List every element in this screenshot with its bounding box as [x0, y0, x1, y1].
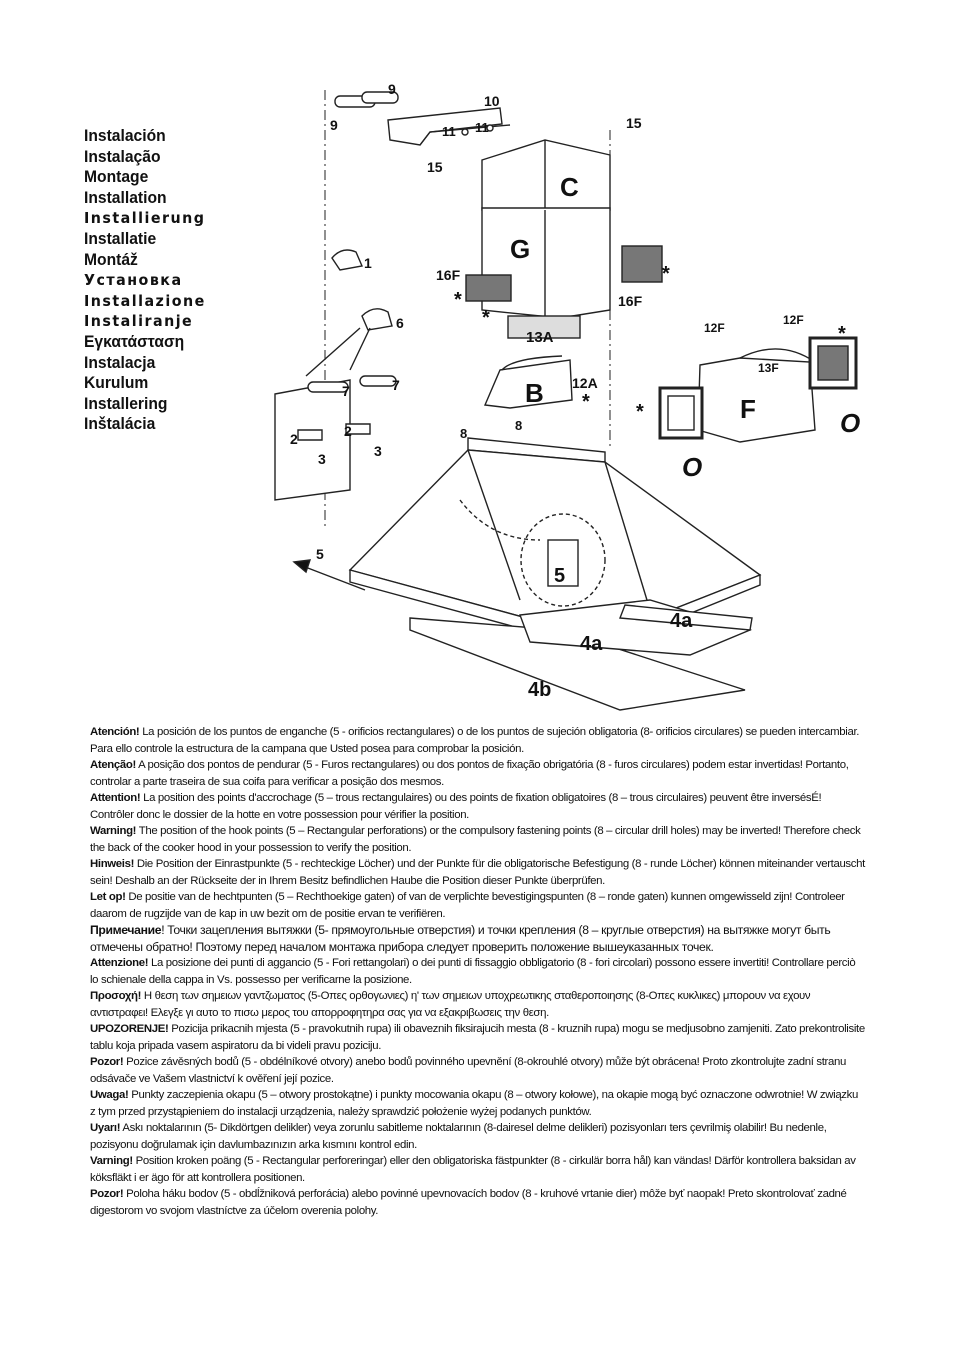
title-es: Instalación [84, 126, 166, 145]
title-it: Installazione [84, 291, 206, 310]
title-nl: Installatie [84, 228, 157, 248]
note-pt: Atenção! A posição dos pontos de pendurar (5 - Furos rectangulares) ou dos pontos de fixação obrigatória (8 - furos circulares) podem estar invertidas! Portanto, controlar a parte traseira de sua coifa para verificar a posição dos mesmos. [90, 759, 849, 788]
title-gr: Εγκατάσταση [84, 331, 185, 351]
language-title-list [84, 126, 234, 435]
label-12a: 12A [572, 375, 598, 391]
installation-diagram-svg [270, 70, 890, 720]
note-pl: Uwaga! Punkty zaczepienia okapu (5 – otwory prostokątne) i punkty mocowania okapu (8 – otwory kołowe), na okapie mogą być oznaczone odwrotnie! W związku z tym przed przystąpieniem do instalacji urządzenia, należy sprawdzić położenie wyżej podanych punktów. [90, 1089, 858, 1118]
label-13f: 13F [758, 361, 779, 375]
label-c: C [560, 172, 579, 202]
note-it: Attenzione! La posizione dei punti di aggancio (5 - Fori rettangolari) o dei punti di fissaggio obbligatorio (8 - fori circolari) possono essere invertiti! Controllare perciò lo schienale della cappa in Vs. possesso per verificarne la posizione. [90, 957, 856, 986]
note-ru: Примечание! Точки зацепления вытяжки (5- прямоугольные отверстия) и точки крепления (8 – круглые отверстия) на вытяжке могут быть отмечены обратно! Поэтому перед началом монтажа прибора следует проверить положение вышеуказанных точек. [90, 923, 831, 954]
clip-6-shape [362, 309, 392, 330]
panel-16f-left-shape [466, 275, 511, 301]
label-8a: 8 [460, 426, 468, 441]
label-4a-left: 4a [580, 633, 603, 655]
label-g: G [510, 234, 531, 264]
note-en: Warning! The position of the hook points (5 – Rectangular perforations) or the compulsory fastening points (8 – circular drill holes) may be inverted! Therefore check the back of the cooker hood in your possession to verify the position. [90, 825, 861, 854]
label-6: 6 [396, 315, 404, 331]
note-tr: Uyarı! Askı noktalarının (5- Dikdörtgen delikler) veya zorunlu sabitleme noktalarının (8-dairesel delme delikleri) pozisyonları ters çevrilmiş olabilir! Bu nedenle, pozisyonu doğrulamak için davlumbazınızın arka kısmını kontrol edin. [90, 1122, 827, 1151]
label-11a: 11 [442, 124, 456, 139]
title-cz: Montáž [84, 249, 138, 269]
label-4b: 4b [528, 679, 552, 701]
label-12f-right: 12F [783, 313, 804, 327]
label-5-detail: 5 [554, 565, 566, 587]
label-3b: 3 [374, 443, 382, 459]
title-se: Installering [84, 393, 168, 413]
star-1: * [454, 289, 462, 311]
warning-notes [90, 724, 866, 1219]
label-8b: 8 [515, 418, 523, 433]
title-sk: Inštalácia [84, 414, 156, 434]
note-gr: Προσοχή! Η θεση των σημειων γαντζωματος (5-Οπες ορθογωνιες) η' των σημειων υποχρεωτικης σταθεροποιησης (8-Οπες κυκλικες) μπορουν να εχουν αντιστραφει! Ελεγξε γι αυτο το πισω μερος του απορροφητηρα σας για να εξακριβωσεις την θεση. [90, 990, 811, 1019]
label-12f-left: 12F [704, 321, 725, 335]
label-10: 10 [484, 93, 500, 109]
star-4: * [582, 391, 590, 413]
label-16f-right: 16F [618, 293, 643, 309]
note-de: Hinweis! Die Position der Einrastpunkte (5 - rechteckige Löcher) und der Punkte für die obligatorische Befestigung (8 - runde Löcher) können miteinander vertauscht sein! Deshalb an der Rückseite der in Ihrem Besitz befindlichen Haube die Position dieser Punkte überprüfen. [90, 858, 865, 887]
star-2: * [482, 307, 490, 329]
note-sk: Pozor! Poloha háku bodov (5 - obdĺžniková perforácia) alebo povinné upevnovacích bodov (8 - kruhové vrtanie dier) môže byť naopak! Preto skontrolovať zadné digestorom vo svojom vlastníctve za účelom overenia polohy. [90, 1188, 847, 1217]
title-en: Installation [84, 187, 167, 207]
title-pl: Instalacja [84, 352, 156, 372]
label-4a-right: 4a [670, 610, 693, 632]
title-pt: Instalação [84, 146, 161, 166]
star-6: * [838, 323, 846, 345]
title-de: Installierung [84, 209, 206, 228]
note-nl: Let op! De positie van de hechtpunten (5 – Rechthoekige gaten) of van de verplichte bevestigingspunten (8 – ronde gaten) kunnen omgewisseld zijn! Controleer daarom de rugzijde van de kap in uw bezit om de positie ervan te verifiëren. [90, 891, 845, 920]
note-es: Atención! La posición de los puntos de enganche (5 - orificios rectangulares) o de los puntos de sujeción obligatoria (8- orificios circulares) se pueden intercambiar. Para ello controle la estructura de la campana que Usted posea para comprobar la posición. [90, 726, 860, 755]
label-2b: 2 [344, 423, 352, 439]
note-hr: UPOZORENJE! Pozicija prikacnih mjesta (5 - pravokutnih rupa) ili obaveznih fiksirajucih mesta (8 - kruznih rupa) mogu se medjusobno zamjeniti. Zato prekontrolisite tablu koja pripada vasem aspiratoru da bi videli pravu poziciju. [90, 1023, 865, 1052]
label-f: F [740, 394, 756, 424]
label-15a: 15 [626, 115, 642, 131]
label-o-left: O [682, 452, 703, 482]
installation-diagram [270, 70, 890, 720]
label-11b: 11 [475, 120, 489, 135]
star-5: * [636, 401, 644, 423]
star-3: * [662, 263, 670, 285]
label-7b: 7 [392, 377, 400, 393]
label-9b: 9 [330, 117, 338, 133]
label-3a: 3 [318, 451, 326, 467]
label-16f-left: 16F [436, 267, 461, 283]
label-9a: 9 [388, 81, 396, 97]
panel-16f-right-shape [622, 246, 662, 282]
title-tr: Kurulum [84, 373, 149, 393]
clip-1-shape [332, 250, 362, 270]
label-5-arrow: 5 [316, 546, 324, 562]
label-2a: 2 [290, 431, 298, 447]
note-fr: Attention! La position des points d'accrochage (5 – trous rectangulaires) ou des points de fixation obligatoires (8 – trous circulaires) peuvent être inversésÉ! Contrôler donc le dossier de la hotte en votre possession pour vérifier la position. [90, 792, 822, 821]
label-7a: 7 [342, 383, 350, 399]
filter-f-shape [698, 358, 815, 442]
note-se: Varning! Position kroken poäng (5 - Rectangular perforeringar) eller den obligatoriska fästpunkter (8 - cirkulär borra hål) kan vändas! Därför kontrollera baksidan av köksfläkt i er ägo för att kontrollera positionen. [90, 1155, 856, 1184]
label-o-right: O [840, 408, 861, 438]
chimney-c-shape [482, 140, 610, 210]
title-ru: Установка [84, 271, 183, 290]
title-hr: Instaliranje [84, 312, 194, 331]
note-cz: Pozor! Pozice závěsných bodů (5 - obdélníkové otvory) anebo bodů povinného upevnění (8-okrouhlé otvory) může být obrácena! Proto zkontrolujte zadní stranu odsávače ve Vašem vlastnictví k ověření její pozice. [90, 1056, 846, 1085]
label-13a: 13A [526, 329, 554, 346]
label-1: 1 [364, 255, 372, 271]
label-b: B [525, 378, 544, 408]
label-15b: 15 [427, 159, 443, 175]
title-fr: Montage [84, 167, 149, 187]
